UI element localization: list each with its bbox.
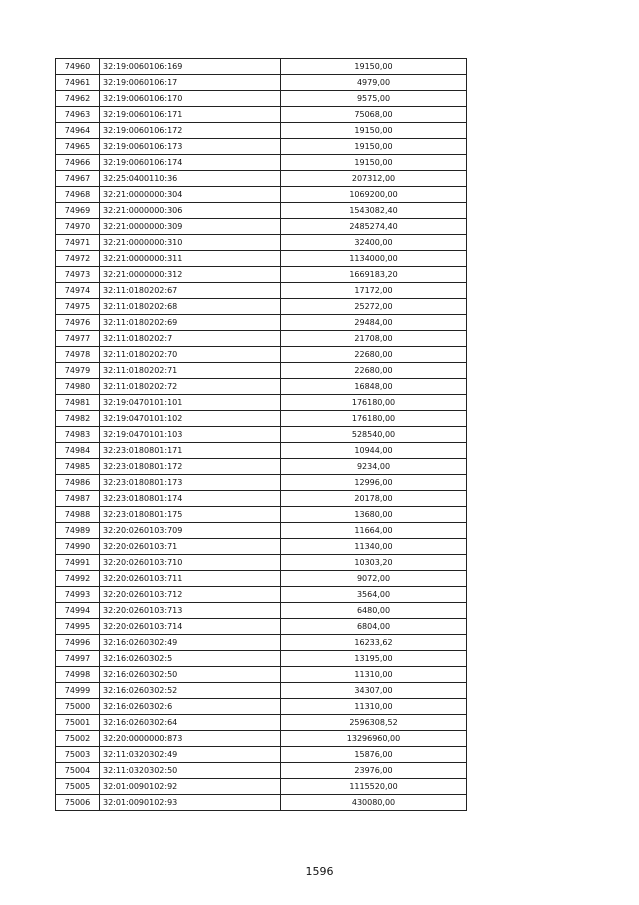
row-number-cell: 74993 xyxy=(56,587,100,603)
table-row xyxy=(56,267,467,283)
cadastral-value-cell: 9575,00 xyxy=(281,91,467,107)
cadastral-value-cell: 9072,00 xyxy=(281,571,467,587)
table-row xyxy=(56,731,467,747)
row-number-cell: 74984 xyxy=(56,443,100,459)
row-number-cell: 74970 xyxy=(56,219,100,235)
cadastral-number-cell: 32:20:0000000:873 xyxy=(100,731,281,747)
cadastral-number-cell: 32:11:0180202:72 xyxy=(100,379,281,395)
table-row xyxy=(56,683,467,699)
table-row xyxy=(56,123,467,139)
cadastral-value-cell: 32400,00 xyxy=(281,235,467,251)
cadastral-value-cell: 2485274,40 xyxy=(281,219,467,235)
cadastral-value-cell: 3564,00 xyxy=(281,587,467,603)
row-number-cell: 74972 xyxy=(56,251,100,267)
row-number-cell: 74977 xyxy=(56,331,100,347)
cadastral-number-cell: 32:19:0060106:169 xyxy=(100,59,281,75)
cadastral-number-cell: 32:11:0180202:67 xyxy=(100,283,281,299)
row-number-cell: 75006 xyxy=(56,795,100,811)
cadastral-value-cell: 12996,00 xyxy=(281,475,467,491)
table-row xyxy=(56,795,467,811)
cadastral-value-cell: 13195,00 xyxy=(281,651,467,667)
table-row xyxy=(56,475,467,491)
cadastral-value-cell: 176180,00 xyxy=(281,411,467,427)
cadastral-value-cell: 528540,00 xyxy=(281,427,467,443)
table-row xyxy=(56,635,467,651)
cadastral-number-cell: 32:20:0260103:711 xyxy=(100,571,281,587)
row-number-cell: 74981 xyxy=(56,395,100,411)
cadastral-value-cell: 15876,00 xyxy=(281,747,467,763)
table-row xyxy=(56,747,467,763)
table-row xyxy=(56,715,467,731)
table-row xyxy=(56,491,467,507)
table-row xyxy=(56,619,467,635)
cadastral-value-table xyxy=(55,58,467,811)
row-number-cell: 75002 xyxy=(56,731,100,747)
row-number-cell: 74997 xyxy=(56,651,100,667)
cadastral-number-cell: 32:21:0000000:304 xyxy=(100,187,281,203)
cadastral-number-cell: 32:20:0260103:713 xyxy=(100,603,281,619)
cadastral-value-cell: 23976,00 xyxy=(281,763,467,779)
cadastral-value-cell: 17172,00 xyxy=(281,283,467,299)
row-number-cell: 74982 xyxy=(56,411,100,427)
table-row xyxy=(56,187,467,203)
table-body xyxy=(56,59,467,811)
cadastral-value-cell: 13296960,00 xyxy=(281,731,467,747)
row-number-cell: 74978 xyxy=(56,347,100,363)
cadastral-value-cell: 4979,00 xyxy=(281,75,467,91)
row-number-cell: 74998 xyxy=(56,667,100,683)
cadastral-number-cell: 32:21:0000000:311 xyxy=(100,251,281,267)
row-number-cell: 74992 xyxy=(56,571,100,587)
cadastral-number-cell: 32:11:0320302:49 xyxy=(100,747,281,763)
cadastral-number-cell: 32:11:0180202:70 xyxy=(100,347,281,363)
row-number-cell: 74985 xyxy=(56,459,100,475)
cadastral-number-cell: 32:23:0180801:173 xyxy=(100,475,281,491)
table-row xyxy=(56,107,467,123)
cadastral-number-cell: 32:23:0180801:174 xyxy=(100,491,281,507)
table-row xyxy=(56,363,467,379)
row-number-cell: 74976 xyxy=(56,315,100,331)
cadastral-value-cell: 207312,00 xyxy=(281,171,467,187)
cadastral-number-cell: 32:19:0060106:171 xyxy=(100,107,281,123)
cadastral-value-cell: 19150,00 xyxy=(281,139,467,155)
cadastral-value-cell: 1543082,40 xyxy=(281,203,467,219)
cadastral-number-cell: 32:19:0060106:170 xyxy=(100,91,281,107)
row-number-cell: 74986 xyxy=(56,475,100,491)
row-number-cell: 74966 xyxy=(56,155,100,171)
table-row xyxy=(56,395,467,411)
page-number: 1596 xyxy=(305,865,334,878)
table-row xyxy=(56,203,467,219)
cadastral-number-cell: 32:20:0260103:710 xyxy=(100,555,281,571)
table-row xyxy=(56,155,467,171)
row-number-cell: 74999 xyxy=(56,683,100,699)
table-row xyxy=(56,299,467,315)
cadastral-value-cell: 1115520,00 xyxy=(281,779,467,795)
cadastral-number-cell: 32:19:0470101:102 xyxy=(100,411,281,427)
table-row xyxy=(56,91,467,107)
row-number-cell: 74968 xyxy=(56,187,100,203)
cadastral-value-cell: 1669183,20 xyxy=(281,267,467,283)
cadastral-number-cell: 32:25:0400110:36 xyxy=(100,171,281,187)
cadastral-value-cell: 11310,00 xyxy=(281,667,467,683)
table-row xyxy=(56,219,467,235)
cadastral-number-cell: 32:21:0000000:312 xyxy=(100,267,281,283)
cadastral-number-cell: 32:20:0260103:709 xyxy=(100,523,281,539)
cadastral-value-cell: 21708,00 xyxy=(281,331,467,347)
row-number-cell: 74988 xyxy=(56,507,100,523)
cadastral-value-cell: 10944,00 xyxy=(281,443,467,459)
table-row xyxy=(56,347,467,363)
cadastral-value-cell: 2596308,52 xyxy=(281,715,467,731)
row-number-cell: 74987 xyxy=(56,491,100,507)
cadastral-number-cell: 32:01:0090102:93 xyxy=(100,795,281,811)
cadastral-number-cell: 32:16:0260302:64 xyxy=(100,715,281,731)
cadastral-value-cell: 1134000,00 xyxy=(281,251,467,267)
row-number-cell: 74971 xyxy=(56,235,100,251)
row-number-cell: 75004 xyxy=(56,763,100,779)
cadastral-number-cell: 32:19:0060106:173 xyxy=(100,139,281,155)
cadastral-number-cell: 32:20:0260103:71 xyxy=(100,539,281,555)
cadastral-value-cell: 19150,00 xyxy=(281,123,467,139)
row-number-cell: 75001 xyxy=(56,715,100,731)
row-number-cell: 74975 xyxy=(56,299,100,315)
table-row xyxy=(56,587,467,603)
cadastral-number-cell: 32:21:0000000:310 xyxy=(100,235,281,251)
table-row xyxy=(56,667,467,683)
cadastral-number-cell: 32:19:0060106:17 xyxy=(100,75,281,91)
cadastral-number-cell: 32:11:0180202:68 xyxy=(100,299,281,315)
row-number-cell: 74990 xyxy=(56,539,100,555)
row-number-cell: 74969 xyxy=(56,203,100,219)
cadastral-number-cell: 32:19:0060106:174 xyxy=(100,155,281,171)
row-number-cell: 74996 xyxy=(56,635,100,651)
cadastral-number-cell: 32:16:0260302:52 xyxy=(100,683,281,699)
cadastral-number-cell: 32:20:0260103:712 xyxy=(100,587,281,603)
cadastral-value-cell: 430080,00 xyxy=(281,795,467,811)
cadastral-value-cell: 16848,00 xyxy=(281,379,467,395)
row-number-cell: 74962 xyxy=(56,91,100,107)
row-number-cell: 74974 xyxy=(56,283,100,299)
table-row xyxy=(56,139,467,155)
cadastral-number-cell: 32:19:0060106:172 xyxy=(100,123,281,139)
table-row xyxy=(56,779,467,795)
row-number-cell: 74967 xyxy=(56,171,100,187)
cadastral-value-cell: 6804,00 xyxy=(281,619,467,635)
table-row xyxy=(56,315,467,331)
table-row xyxy=(56,75,467,91)
cadastral-number-cell: 32:19:0470101:103 xyxy=(100,427,281,443)
table-row xyxy=(56,651,467,667)
cadastral-number-cell: 32:16:0260302:5 xyxy=(100,651,281,667)
row-number-cell: 74961 xyxy=(56,75,100,91)
cadastral-value-cell: 11340,00 xyxy=(281,539,467,555)
cadastral-value-cell: 6480,00 xyxy=(281,603,467,619)
cadastral-value-cell: 22680,00 xyxy=(281,363,467,379)
cadastral-value-cell: 20178,00 xyxy=(281,491,467,507)
table-row xyxy=(56,523,467,539)
row-number-cell: 74995 xyxy=(56,619,100,635)
cadastral-value-cell: 75068,00 xyxy=(281,107,467,123)
cadastral-value-cell: 13680,00 xyxy=(281,507,467,523)
table-row xyxy=(56,555,467,571)
cadastral-value-cell: 22680,00 xyxy=(281,347,467,363)
table-row xyxy=(56,411,467,427)
cadastral-number-cell: 32:23:0180801:171 xyxy=(100,443,281,459)
cadastral-value-cell: 29484,00 xyxy=(281,315,467,331)
row-number-cell: 75005 xyxy=(56,779,100,795)
table-row xyxy=(56,571,467,587)
cadastral-value-cell: 25272,00 xyxy=(281,299,467,315)
row-number-cell: 74980 xyxy=(56,379,100,395)
row-number-cell: 75000 xyxy=(56,699,100,715)
table-row xyxy=(56,459,467,475)
row-number-cell: 74964 xyxy=(56,123,100,139)
cadastral-number-cell: 32:16:0260302:50 xyxy=(100,667,281,683)
table-row xyxy=(56,507,467,523)
cadastral-value-cell: 9234,00 xyxy=(281,459,467,475)
table-row xyxy=(56,699,467,715)
table-row xyxy=(56,427,467,443)
cadastral-number-cell: 32:23:0180801:172 xyxy=(100,459,281,475)
cadastral-value-cell: 19150,00 xyxy=(281,59,467,75)
cadastral-value-cell: 11310,00 xyxy=(281,699,467,715)
cadastral-number-cell: 32:21:0000000:306 xyxy=(100,203,281,219)
table-row xyxy=(56,763,467,779)
cadastral-number-cell: 32:19:0470101:101 xyxy=(100,395,281,411)
cadastral-value-cell: 10303,20 xyxy=(281,555,467,571)
table-row xyxy=(56,379,467,395)
row-number-cell: 74963 xyxy=(56,107,100,123)
cadastral-number-cell: 32:01:0090102:92 xyxy=(100,779,281,795)
row-number-cell: 74989 xyxy=(56,523,100,539)
cadastral-number-cell: 32:23:0180801:175 xyxy=(100,507,281,523)
row-number-cell: 75003 xyxy=(56,747,100,763)
cadastral-value-cell: 16233,62 xyxy=(281,635,467,651)
cadastral-value-cell: 176180,00 xyxy=(281,395,467,411)
table-row xyxy=(56,251,467,267)
row-number-cell: 74994 xyxy=(56,603,100,619)
cadastral-number-cell: 32:16:0260302:6 xyxy=(100,699,281,715)
table-row xyxy=(56,235,467,251)
cadastral-number-cell: 32:11:0180202:69 xyxy=(100,315,281,331)
row-number-cell: 74979 xyxy=(56,363,100,379)
table-row xyxy=(56,283,467,299)
cadastral-value-cell: 34307,00 xyxy=(281,683,467,699)
cadastral-value-cell: 19150,00 xyxy=(281,155,467,171)
row-number-cell: 74983 xyxy=(56,427,100,443)
cadastral-number-cell: 32:20:0260103:714 xyxy=(100,619,281,635)
cadastral-number-cell: 32:11:0180202:7 xyxy=(100,331,281,347)
table-row xyxy=(56,443,467,459)
table-row xyxy=(56,331,467,347)
cadastral-value-cell: 11664,00 xyxy=(281,523,467,539)
cadastral-number-cell: 32:11:0320302:50 xyxy=(100,763,281,779)
row-number-cell: 74973 xyxy=(56,267,100,283)
table-row xyxy=(56,59,467,75)
table-row xyxy=(56,539,467,555)
row-number-cell: 74965 xyxy=(56,139,100,155)
cadastral-number-cell: 32:16:0260302:49 xyxy=(100,635,281,651)
table-row xyxy=(56,171,467,187)
cadastral-number-cell: 32:21:0000000:309 xyxy=(100,219,281,235)
cadastral-number-cell: 32:11:0180202:71 xyxy=(100,363,281,379)
row-number-cell: 74960 xyxy=(56,59,100,75)
table-row xyxy=(56,603,467,619)
cadastral-value-cell: 1069200,00 xyxy=(281,187,467,203)
row-number-cell: 74991 xyxy=(56,555,100,571)
